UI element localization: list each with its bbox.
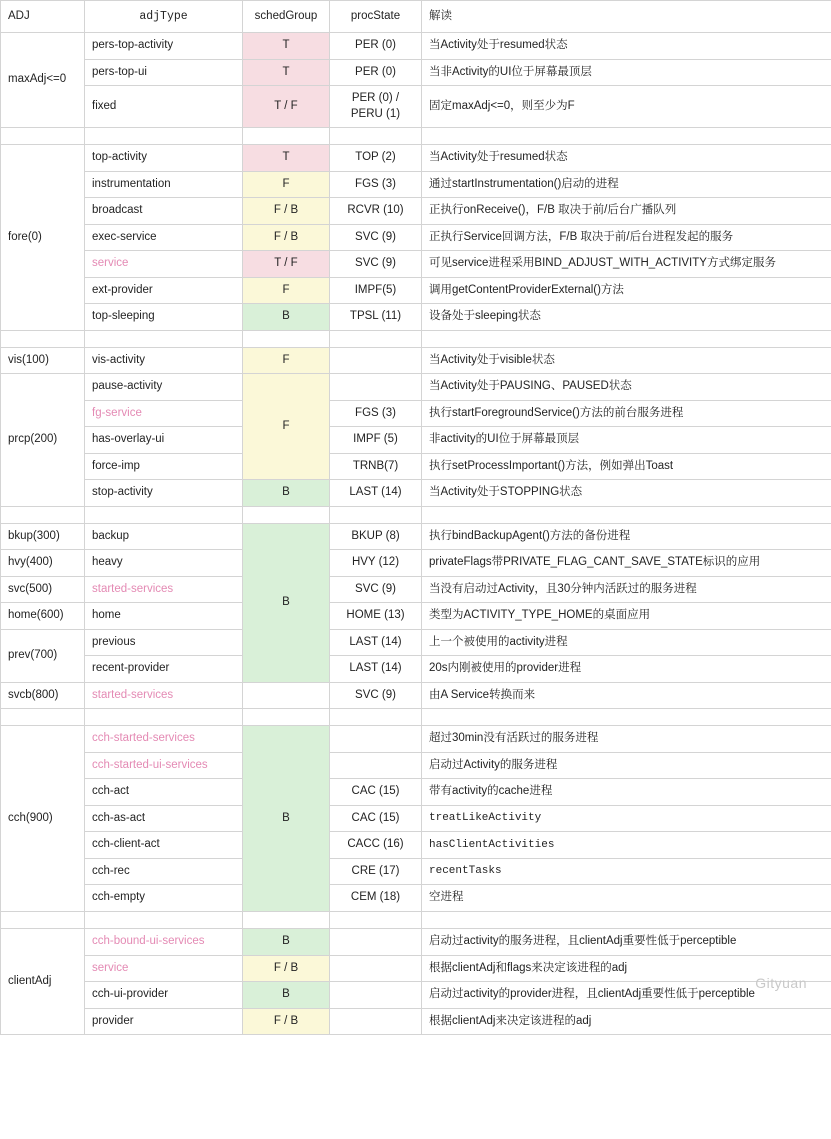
adj-type-cell: stop-activity: [85, 480, 243, 507]
table-row: [1, 629, 831, 656]
proc-state-cell: FGS (3): [330, 400, 422, 427]
description-cell: 类型为ACTIVITY_TYPE_HOME的桌面应用: [422, 603, 831, 630]
spacer-cell: [85, 506, 243, 523]
spacer-cell: [422, 330, 831, 347]
table-row: [1, 885, 831, 912]
table-row: [1, 576, 831, 603]
description-cell: hasClientActivities: [422, 832, 831, 859]
proc-state-cell: [330, 1008, 422, 1035]
spacer-cell: [243, 506, 330, 523]
proc-state-cell: TPSL (11): [330, 304, 422, 331]
description-cell: 启动过activity的服务进程，且clientAdj重要性低于perceptible: [422, 928, 831, 955]
description-cell: 根据clientAdj和flags来决定该进程的adj: [422, 955, 831, 982]
adj-table-body: [1, 1, 831, 1035]
proc-state-cell: SVC (9): [330, 251, 422, 278]
description-cell: 设备处于sleeping状态: [422, 304, 831, 331]
table-row: [1, 453, 831, 480]
adj-type-cell: cch-ui-provider: [85, 982, 243, 1009]
table-row: [1, 347, 831, 374]
adj-cell: bkup(300): [1, 523, 85, 550]
sched-group-cell: T: [243, 145, 330, 172]
spacer-cell: [243, 128, 330, 145]
proc-state-cell: FGS (3): [330, 171, 422, 198]
spacer-cell: [330, 709, 422, 726]
adj-type-cell: provider: [85, 1008, 243, 1035]
description-cell: 根据clientAdj来决定该进程的adj: [422, 1008, 831, 1035]
table-header-row: [1, 1, 831, 33]
spacer-cell: [422, 128, 831, 145]
table-row: [1, 251, 831, 278]
table-row: [1, 1008, 831, 1035]
adj-cell: clientAdj: [1, 928, 85, 1034]
proc-state-cell: CAC (15): [330, 805, 422, 832]
adj-type-cell: home: [85, 603, 243, 630]
spacer-cell: [1, 128, 85, 145]
proc-state-cell: [330, 928, 422, 955]
proc-state-cell: RCVR (10): [330, 198, 422, 225]
proc-state-cell: IMPF (5): [330, 427, 422, 454]
adj-type-cell: broadcast: [85, 198, 243, 225]
adj-type-cell: service: [85, 251, 243, 278]
proc-state-cell: SVC (9): [330, 682, 422, 709]
table-row: [1, 145, 831, 172]
watermark-label: Gityuan: [755, 975, 807, 991]
proc-state-cell: [330, 752, 422, 779]
proc-state-cell: SVC (9): [330, 224, 422, 251]
column-header: 解读: [422, 1, 831, 33]
spacer-cell: [85, 330, 243, 347]
description-cell: 当Activity处于PAUSING、PAUSED状态: [422, 374, 831, 401]
table-row: [1, 982, 831, 1009]
spacer-cell: [422, 506, 831, 523]
adj-cell: svc(500): [1, 576, 85, 603]
adj-type-cell: cch-as-act: [85, 805, 243, 832]
table-row: [1, 400, 831, 427]
table-row: [1, 832, 831, 859]
sched-group-cell: T: [243, 59, 330, 86]
spacer-cell: [243, 911, 330, 928]
description-cell: 20s内刚被使用的provider进程: [422, 656, 831, 683]
adj-type-cell: has-overlay-ui: [85, 427, 243, 454]
section-spacer-row: [1, 911, 831, 928]
adj-type-cell: cch-bound-ui-services: [85, 928, 243, 955]
adj-cell: hvy(400): [1, 550, 85, 577]
table-row: [1, 858, 831, 885]
description-cell: 空进程: [422, 885, 831, 912]
spacer-cell: [1, 709, 85, 726]
spacer-cell: [243, 330, 330, 347]
table-row: [1, 224, 831, 251]
adj-cell: fore(0): [1, 145, 85, 331]
table-row: [1, 427, 831, 454]
proc-state-cell: CRE (17): [330, 858, 422, 885]
table-row: [1, 59, 831, 86]
section-spacer-row: [1, 330, 831, 347]
spacer-cell: [422, 709, 831, 726]
description-cell: 正执行Service回调方法，F/B 取决于前/后台进程发起的服务: [422, 224, 831, 251]
description-cell: 由A Service转换而来: [422, 682, 831, 709]
adj-type-cell: service: [85, 955, 243, 982]
adj-cell: home(600): [1, 603, 85, 630]
sched-group-cell: F: [243, 347, 330, 374]
table-row: [1, 603, 831, 630]
table-row: [1, 277, 831, 304]
description-cell: 调用getContentProviderExternal()方法: [422, 277, 831, 304]
spacer-cell: [85, 911, 243, 928]
spacer-cell: [330, 506, 422, 523]
section-spacer-row: [1, 709, 831, 726]
adj-type-cell: pause-activity: [85, 374, 243, 401]
description-cell: 当没有启动过Activity，且30分钟内活跃过的服务进程: [422, 576, 831, 603]
description-cell: 正执行onReceive()，F/B 取决于前/后台广播队列: [422, 198, 831, 225]
description-cell: treatLikeActivity: [422, 805, 831, 832]
proc-state-cell: CEM (18): [330, 885, 422, 912]
adj-type-cell: fixed: [85, 86, 243, 128]
table-row: [1, 928, 831, 955]
table-row: [1, 955, 831, 982]
adj-type-cell: cch-rec: [85, 858, 243, 885]
adj-cell: prcp(200): [1, 374, 85, 507]
proc-state-cell: [330, 347, 422, 374]
adj-type-cell: started-services: [85, 576, 243, 603]
description-cell: recentTasks: [422, 858, 831, 885]
spacer-cell: [330, 128, 422, 145]
adj-type-cell: heavy: [85, 550, 243, 577]
table-row: [1, 480, 831, 507]
section-spacer-row: [1, 506, 831, 523]
proc-state-cell: SVC (9): [330, 576, 422, 603]
proc-state-cell: PER (0): [330, 59, 422, 86]
proc-state-cell: [330, 982, 422, 1009]
proc-state-cell: HVY (12): [330, 550, 422, 577]
adj-type-cell: recent-provider: [85, 656, 243, 683]
adj-type-cell: cch-empty: [85, 885, 243, 912]
description-cell: 通过startInstrumentation()启动的进程: [422, 171, 831, 198]
adj-type-cell: pers-top-ui: [85, 59, 243, 86]
description-cell: 当非Activity的UI位于屏幕最顶层: [422, 59, 831, 86]
table-row: [1, 86, 831, 128]
spacer-cell: [243, 709, 330, 726]
adj-type-cell: force-imp: [85, 453, 243, 480]
proc-state-cell: LAST (14): [330, 656, 422, 683]
sched-group-cell: F / B: [243, 1008, 330, 1035]
sched-group-cell: F: [243, 171, 330, 198]
table-row: [1, 304, 831, 331]
description-cell: 当Activity处于resumed状态: [422, 33, 831, 60]
adj-type-cell: top-sleeping: [85, 304, 243, 331]
proc-state-cell: HOME (13): [330, 603, 422, 630]
description-cell: 当Activity处于resumed状态: [422, 145, 831, 172]
description-cell: 可见service进程采用BIND_ADJUST_WITH_ACTIVITY方式绑定服务: [422, 251, 831, 278]
sched-group-cell: F: [243, 374, 330, 480]
proc-state-cell: [330, 955, 422, 982]
table-row: [1, 779, 831, 806]
sched-group-cell: [243, 682, 330, 709]
spacer-cell: [330, 330, 422, 347]
sched-group-cell: T: [243, 33, 330, 60]
sched-group-cell: T / F: [243, 251, 330, 278]
column-header: adjType: [85, 1, 243, 33]
table-row: [1, 550, 831, 577]
description-cell: 执行bindBackupAgent()方法的备份进程: [422, 523, 831, 550]
proc-state-cell: BKUP (8): [330, 523, 422, 550]
adj-type-cell: started-services: [85, 682, 243, 709]
adj-type-cell: fg-service: [85, 400, 243, 427]
proc-state-cell: CACC (16): [330, 832, 422, 859]
table-row: [1, 523, 831, 550]
description-cell: 启动过activity的provider进程，且clientAdj重要性低于perceptible: [422, 982, 831, 1009]
adj-type-cell: top-activity: [85, 145, 243, 172]
table-row: [1, 656, 831, 683]
adj-type-cell: instrumentation: [85, 171, 243, 198]
description-cell: 固定maxAdj<=0，则至少为F: [422, 86, 831, 128]
sched-group-cell: F / B: [243, 224, 330, 251]
table-row: [1, 682, 831, 709]
proc-state-cell: TRNB(7): [330, 453, 422, 480]
sched-group-cell: F / B: [243, 198, 330, 225]
spacer-cell: [330, 911, 422, 928]
sched-group-cell: B: [243, 726, 330, 912]
proc-state-cell: IMPF(5): [330, 277, 422, 304]
sched-group-cell: T / F: [243, 86, 330, 128]
proc-state-cell: [330, 374, 422, 401]
sched-group-cell: B: [243, 928, 330, 955]
description-cell: privateFlags带PRIVATE_FLAG_CANT_SAVE_STATE标识的应用: [422, 550, 831, 577]
adj-cell: prev(700): [1, 629, 85, 682]
description-cell: 带有activity的cache进程: [422, 779, 831, 806]
table-row: [1, 198, 831, 225]
spacer-cell: [85, 709, 243, 726]
spacer-cell: [422, 911, 831, 928]
adj-type-cell: pers-top-activity: [85, 33, 243, 60]
column-header: schedGroup: [243, 1, 330, 33]
sched-group-cell: F: [243, 277, 330, 304]
adj-cell: svcb(800): [1, 682, 85, 709]
table-row: [1, 726, 831, 753]
sched-group-cell: B: [243, 523, 330, 682]
table-row: [1, 171, 831, 198]
proc-state-cell: PER (0) / PERU (1): [330, 86, 422, 128]
section-spacer-row: [1, 128, 831, 145]
description-cell: 当Activity处于visible状态: [422, 347, 831, 374]
adj-type-cell: previous: [85, 629, 243, 656]
proc-state-cell: TOP (2): [330, 145, 422, 172]
spacer-cell: [1, 506, 85, 523]
sched-group-cell: B: [243, 982, 330, 1009]
table-row: [1, 33, 831, 60]
spacer-cell: [1, 911, 85, 928]
adj-cell: maxAdj<=0: [1, 33, 85, 128]
column-header: procState: [330, 1, 422, 33]
description-cell: 非activity的UI位于屏幕最顶层: [422, 427, 831, 454]
table-row: [1, 805, 831, 832]
description-cell: 超过30min没有活跃过的服务进程: [422, 726, 831, 753]
adj-type-cell: vis-activity: [85, 347, 243, 374]
description-cell: 上一个被使用的activity进程: [422, 629, 831, 656]
description-cell: 启动过Activity的服务进程: [422, 752, 831, 779]
description-cell: 当Activity处于STOPPING状态: [422, 480, 831, 507]
sched-group-cell: B: [243, 304, 330, 331]
adj-type-cell: cch-act: [85, 779, 243, 806]
adj-type-cell: cch-started-services: [85, 726, 243, 753]
proc-state-cell: [330, 726, 422, 753]
table-row: [1, 752, 831, 779]
table-row: [1, 374, 831, 401]
adj-type-cell: exec-service: [85, 224, 243, 251]
adj-type-cell: cch-started-ui-services: [85, 752, 243, 779]
column-header: ADJ: [1, 1, 85, 33]
sched-group-cell: B: [243, 480, 330, 507]
description-cell: 执行startForegroundService()方法的前台服务进程: [422, 400, 831, 427]
adj-type-cell: ext-provider: [85, 277, 243, 304]
proc-state-cell: PER (0): [330, 33, 422, 60]
adj-type-cell: backup: [85, 523, 243, 550]
sched-group-cell: F / B: [243, 955, 330, 982]
proc-state-cell: CAC (15): [330, 779, 422, 806]
spacer-cell: [85, 128, 243, 145]
proc-state-cell: LAST (14): [330, 629, 422, 656]
spacer-cell: [1, 330, 85, 347]
adj-cell: vis(100): [1, 347, 85, 374]
adj-type-cell: cch-client-act: [85, 832, 243, 859]
description-cell: 执行setProcessImportant()方法，例如弹出Toast: [422, 453, 831, 480]
proc-state-cell: LAST (14): [330, 480, 422, 507]
adj-cell: cch(900): [1, 726, 85, 912]
